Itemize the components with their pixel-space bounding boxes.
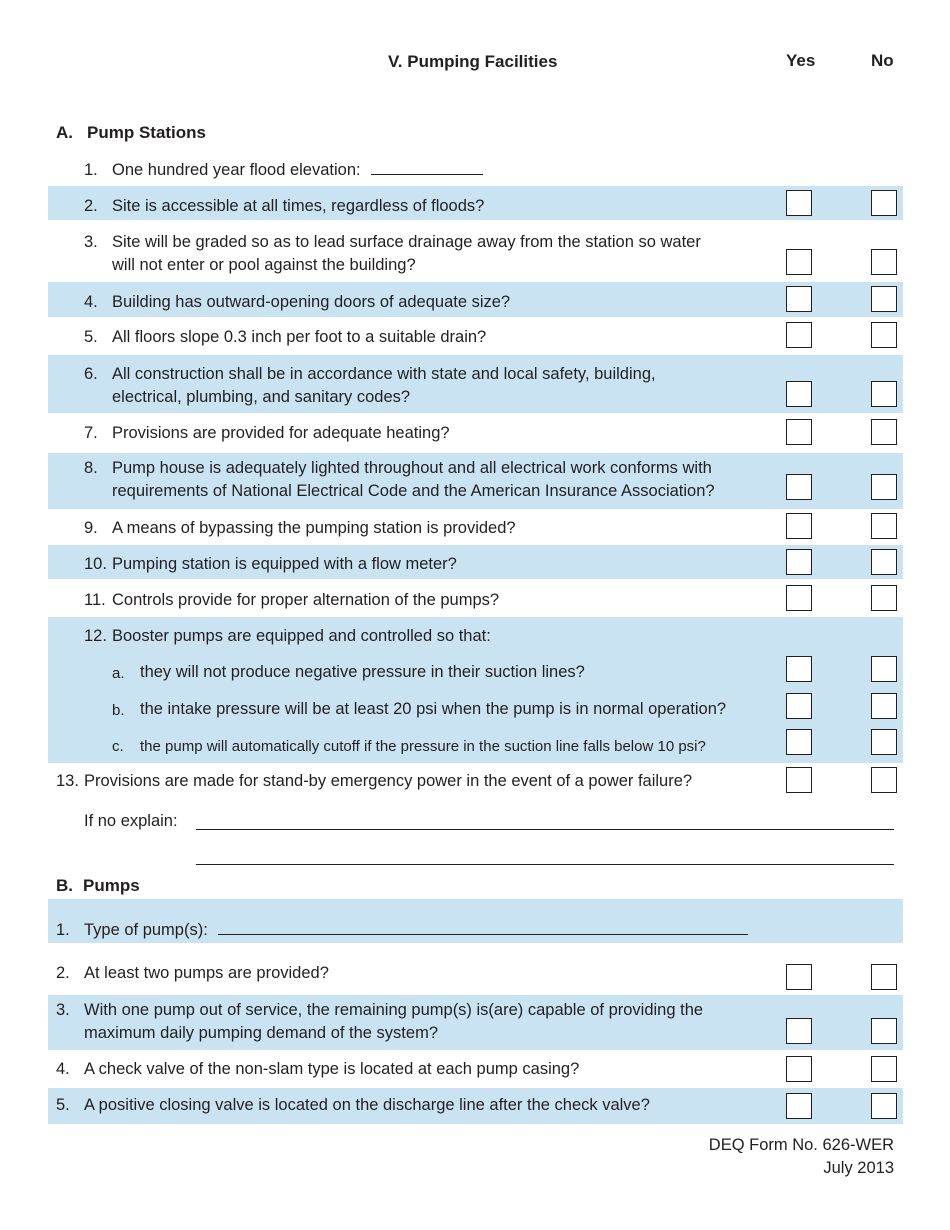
no-checkbox[interactable]	[871, 286, 897, 312]
question-text-line-2: maximum daily pumping demand of the system?	[84, 1024, 438, 1042]
question-number: 2.	[84, 197, 98, 215]
pump-type-field[interactable]	[218, 919, 748, 935]
no-checkbox[interactable]	[871, 693, 897, 719]
yes-checkbox[interactable]	[786, 585, 812, 611]
explain-label: If no explain:	[84, 812, 178, 830]
question-a11	[48, 579, 903, 617]
question-number: 4.	[56, 1060, 70, 1078]
section-a-letter: A.	[56, 123, 73, 142]
question-text: A means of bypassing the pumping station is provided?	[112, 519, 516, 537]
no-checkbox[interactable]	[871, 1056, 897, 1082]
yes-checkbox[interactable]	[786, 767, 812, 793]
yes-checkbox[interactable]	[786, 693, 812, 719]
question-a1	[48, 152, 903, 188]
yes-checkbox[interactable]	[786, 549, 812, 575]
question-text: A check valve of the non-slam type is located at each pump casing?	[84, 1060, 580, 1078]
yes-checkbox[interactable]	[786, 249, 812, 275]
question-number: 12.	[84, 627, 107, 645]
question-a5	[48, 317, 903, 355]
question-text: Provisions are made for stand-by emergency power in the event of a power failure?	[84, 772, 693, 790]
question-text: A positive closing valve is located on the discharge line after the check valve?	[84, 1096, 650, 1114]
no-checkbox[interactable]	[871, 322, 897, 348]
question-text-line-2: requirements of National Electrical Code and the American Insurance Association?	[112, 482, 715, 500]
no-checkbox[interactable]	[871, 964, 897, 990]
question-a9	[48, 509, 903, 545]
question-number: 2.	[56, 964, 70, 982]
question-text-line-2: will not enter or pool against the building?	[112, 256, 416, 274]
question-number: 10.	[84, 555, 107, 573]
no-checkbox[interactable]	[871, 1093, 897, 1119]
question-number: 3.	[56, 1001, 70, 1019]
no-column-header: No	[871, 51, 894, 70]
question-text: Site is accessible at all times, regardless of floods?	[112, 197, 485, 215]
no-checkbox[interactable]	[871, 767, 897, 793]
question-text: Provisions are provided for adequate heating?	[112, 424, 450, 442]
no-checkbox[interactable]	[871, 656, 897, 682]
question-number: 3.	[84, 233, 98, 251]
section-a-title: Pump Stations	[87, 123, 207, 142]
question-a7	[48, 413, 903, 453]
yes-checkbox[interactable]	[786, 381, 812, 407]
question-a4	[48, 282, 903, 317]
question-text: One hundred year flood elevation:	[112, 161, 361, 179]
yes-column-header: Yes	[786, 51, 816, 70]
question-text: Type of pump(s):	[84, 921, 208, 939]
question-number: 5.	[84, 328, 98, 346]
question-text: Pumping station is equipped with a flow meter?	[112, 555, 457, 573]
yes-checkbox[interactable]	[786, 1018, 812, 1044]
no-checkbox[interactable]	[871, 513, 897, 539]
sub-question-a-text: they will not produce negative pressure in their suction lines?	[140, 663, 585, 681]
question-number: 1.	[84, 161, 98, 179]
question-text: Controls provide for proper alternation of the pumps?	[112, 591, 500, 609]
yes-checkbox[interactable]	[786, 1056, 812, 1082]
yes-checkbox[interactable]	[786, 322, 812, 348]
question-a8	[48, 453, 903, 509]
form-date: July 2013	[823, 1159, 894, 1177]
question-text-line-1: All construction shall be in accordance with state and local safety, building,	[112, 365, 656, 383]
no-checkbox[interactable]	[871, 1018, 897, 1044]
question-b3	[48, 995, 903, 1050]
question-number: 11.	[84, 591, 106, 609]
section-b-letter: B.	[56, 876, 73, 895]
question-number: 1.	[56, 921, 70, 939]
sub-question-letter: a.	[112, 665, 125, 682]
sub-question-b-text: the intake pressure will be at least 20 psi when the pump is in normal operation?	[140, 700, 727, 718]
form-footer	[709, 1134, 894, 1180]
question-b1	[48, 899, 903, 943]
sub-question-letter: b.	[112, 702, 125, 719]
section-a-heading	[56, 123, 206, 143]
yes-checkbox[interactable]	[786, 1093, 812, 1119]
question-number: 9.	[84, 519, 98, 537]
form-number: DEQ Form No. 626-WER	[708, 1136, 894, 1154]
explain-line-2[interactable]	[196, 864, 894, 865]
yes-checkbox[interactable]	[786, 656, 812, 682]
question-number: 8.	[84, 459, 98, 477]
no-checkbox[interactable]	[871, 190, 897, 216]
yes-checkbox[interactable]	[786, 729, 812, 755]
yes-checkbox[interactable]	[786, 419, 812, 445]
sub-question-letter: c.	[112, 738, 124, 755]
question-number: 4.	[84, 293, 98, 311]
question-number: 6.	[84, 365, 98, 383]
question-a12	[48, 617, 903, 763]
no-checkbox[interactable]	[871, 585, 897, 611]
section-b-heading	[56, 876, 140, 896]
question-text: Booster pumps are equipped and controlled so that:	[112, 627, 491, 645]
question-a2	[48, 186, 903, 220]
question-text-line-1: With one pump out of service, the remaining pump(s) is(are) capable of providing the	[84, 1001, 704, 1019]
page-title: V. Pumping Facilities	[388, 52, 558, 71]
question-text: At least two pumps are provided?	[84, 964, 329, 982]
section-b-title: Pumps	[83, 876, 140, 895]
no-checkbox[interactable]	[871, 381, 897, 407]
question-a3	[48, 220, 903, 282]
yes-checkbox[interactable]	[786, 964, 812, 990]
question-b2	[48, 955, 903, 995]
question-b5	[48, 1088, 903, 1124]
question-b4	[48, 1050, 903, 1088]
no-checkbox[interactable]	[871, 549, 897, 575]
question-text-line-1: Site will be graded so as to lead surface drainage away from the station so water	[112, 233, 701, 251]
question-a6	[48, 355, 903, 413]
question-text-line-2: electrical, plumbing, and sanitary codes?	[112, 388, 411, 406]
no-checkbox[interactable]	[871, 474, 897, 500]
question-text: All floors slope 0.3 inch per foot to a suitable drain?	[112, 328, 487, 346]
explain-line-1[interactable]	[196, 829, 894, 830]
question-text-line-1: Pump house is adequately lighted throughout and all electrical work conforms with	[112, 459, 712, 477]
sub-question-c-text: the pump will automatically cutoff if the pressure in the suction line falls below 10 psi?	[140, 738, 706, 755]
no-checkbox[interactable]	[871, 419, 897, 445]
question-a10	[48, 545, 903, 579]
flood-elevation-field[interactable]	[371, 159, 483, 175]
yes-checkbox[interactable]	[786, 190, 812, 216]
question-number: 5.	[56, 1096, 70, 1114]
no-checkbox[interactable]	[871, 249, 897, 275]
yes-checkbox[interactable]	[786, 286, 812, 312]
yes-checkbox[interactable]	[786, 513, 812, 539]
yes-checkbox[interactable]	[786, 474, 812, 500]
question-number: 7.	[84, 424, 98, 442]
question-a13	[48, 763, 903, 801]
question-text: Building has outward-opening doors of adequate size?	[112, 293, 511, 311]
question-number: 13.	[56, 772, 79, 790]
no-checkbox[interactable]	[871, 729, 897, 755]
